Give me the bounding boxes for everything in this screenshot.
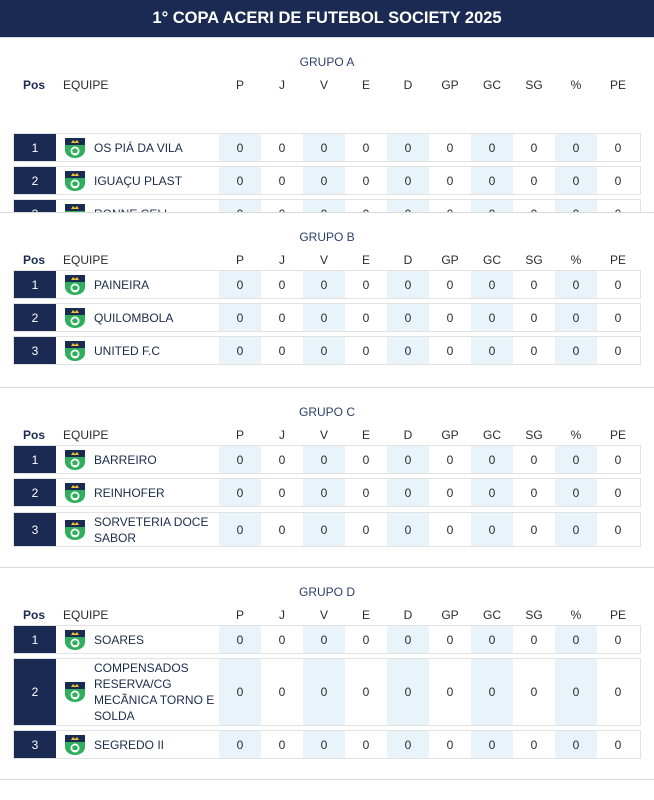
stat-cell: 0 xyxy=(530,310,538,325)
column-header-pos: Pos xyxy=(22,608,45,622)
stat-cell: 0 xyxy=(303,479,345,506)
column-header-stat: GC xyxy=(483,78,501,92)
stat-cell: 0 xyxy=(446,452,454,467)
column-header-stat: GP xyxy=(441,608,459,622)
stat-cell: 0 xyxy=(278,485,286,500)
stat-cell: 0 xyxy=(387,134,429,161)
group-section xyxy=(0,212,654,388)
team-name[interactable]: QUILOMBOLA xyxy=(94,310,174,325)
stat-cell: 0 xyxy=(446,277,454,292)
stat-cell: 0 xyxy=(530,737,538,752)
table-row[interactable] xyxy=(13,270,641,299)
stat-cell: 0 xyxy=(471,167,513,194)
column-header-stat: GP xyxy=(441,428,459,442)
stat-cell: 0 xyxy=(530,522,538,537)
column-header-stat: GP xyxy=(441,78,459,92)
stat-cell: 0 xyxy=(387,337,429,364)
stat-cell: 0 xyxy=(303,134,345,161)
team-name[interactable]: PAINEIRA xyxy=(94,277,150,292)
column-header-stat: P xyxy=(235,608,244,622)
stat-cell: 0 xyxy=(303,304,345,331)
table-row[interactable] xyxy=(13,133,641,162)
stat-cell: 0 xyxy=(362,632,370,647)
stat-cell: 0 xyxy=(362,173,370,188)
team-name[interactable]: COMPENSADOS RESERVA/CG MECÃNICA TORNO E SOLDA xyxy=(94,661,215,723)
team-name[interactable]: OS PIÁ DA VILA xyxy=(94,140,183,155)
team-shield-icon xyxy=(64,170,86,192)
stat-cell: 0 xyxy=(555,337,597,364)
table-header xyxy=(0,78,654,92)
stat-cell: 0 xyxy=(446,632,454,647)
table-row[interactable] xyxy=(13,166,641,195)
group-title: GRUPO A xyxy=(299,55,355,69)
stat-cell: 0 xyxy=(362,277,370,292)
position-badge: 2 xyxy=(14,479,56,506)
column-header-stat: D xyxy=(403,78,413,92)
column-header-pos: Pos xyxy=(22,78,45,92)
team-name[interactable]: UNITED F.C xyxy=(94,343,160,358)
stat-cell: 0 xyxy=(446,522,454,537)
column-header-stat: V xyxy=(319,428,328,442)
stat-cell: 0 xyxy=(362,343,370,358)
position-badge: 1 xyxy=(14,626,56,653)
position-badge: 2 xyxy=(14,659,56,725)
stat-cell: 0 xyxy=(555,626,597,653)
stat-cell: 0 xyxy=(555,659,597,725)
column-header-stat: SG xyxy=(525,78,543,92)
stat-cell: 0 xyxy=(471,626,513,653)
position-badge: 1 xyxy=(14,134,56,161)
position-badge: 3 xyxy=(14,337,56,364)
team-name[interactable]: SEGREDO II xyxy=(94,737,165,752)
stat-cell: 0 xyxy=(614,277,622,292)
column-header-stat: % xyxy=(570,608,582,622)
team-shield-icon xyxy=(64,519,86,541)
stat-cell: 0 xyxy=(555,731,597,758)
stat-cell: 0 xyxy=(278,522,286,537)
stat-cell: 0 xyxy=(362,522,370,537)
stat-cell: 0 xyxy=(219,134,261,161)
team-shield-icon xyxy=(64,681,86,703)
stat-cell: 0 xyxy=(278,632,286,647)
stat-cell: 0 xyxy=(362,452,370,467)
stat-cell: 0 xyxy=(278,310,286,325)
stat-cell: 0 xyxy=(387,167,429,194)
column-header-stat: PE xyxy=(609,428,626,442)
column-header-stat: J xyxy=(279,608,285,622)
stat-cell: 0 xyxy=(614,310,622,325)
group-title: GRUPO B xyxy=(299,230,355,244)
group-section xyxy=(0,37,654,213)
stat-cell: 0 xyxy=(530,452,538,467)
stat-cell: 0 xyxy=(278,140,286,155)
stat-cell: 0 xyxy=(530,140,538,155)
stat-cell: 0 xyxy=(555,167,597,194)
column-header-stat: P xyxy=(235,253,244,267)
table-row[interactable] xyxy=(13,658,641,726)
stat-cell: 0 xyxy=(219,337,261,364)
stat-cell: 0 xyxy=(530,485,538,500)
column-header-stat: E xyxy=(361,78,370,92)
stat-cell: 0 xyxy=(387,626,429,653)
table-row[interactable] xyxy=(13,512,641,547)
stat-cell: 0 xyxy=(362,737,370,752)
stat-cell: 0 xyxy=(614,522,622,537)
stat-cell: 0 xyxy=(614,485,622,500)
table-row[interactable] xyxy=(13,445,641,474)
stat-cell: 0 xyxy=(387,731,429,758)
column-header-stat: PE xyxy=(609,253,626,267)
stat-cell: 0 xyxy=(219,731,261,758)
column-header-stat: % xyxy=(570,78,582,92)
stat-cell: 0 xyxy=(471,513,513,546)
stat-cell: 0 xyxy=(219,513,261,546)
stat-cell: 0 xyxy=(387,271,429,298)
stat-cell: 0 xyxy=(446,685,454,699)
group-section xyxy=(0,387,654,568)
column-header-pos: Pos xyxy=(22,428,45,442)
column-header-stat: P xyxy=(235,428,244,442)
column-header-stat: PE xyxy=(609,78,626,92)
stat-cell: 0 xyxy=(614,737,622,752)
stat-cell: 0 xyxy=(303,626,345,653)
stat-cell: 0 xyxy=(303,271,345,298)
stat-cell: 0 xyxy=(555,446,597,473)
team-shield-icon xyxy=(64,274,86,296)
team-shield-icon xyxy=(64,734,86,756)
column-header-stat: V xyxy=(319,78,328,92)
stat-cell: 0 xyxy=(362,685,370,699)
column-header-team: EQUIPE xyxy=(63,253,109,267)
table-row[interactable] xyxy=(13,336,641,365)
group-title: GRUPO D xyxy=(298,585,355,599)
stat-cell: 0 xyxy=(278,343,286,358)
stat-cell: 0 xyxy=(219,304,261,331)
table-row[interactable] xyxy=(13,730,641,759)
stat-cell: 0 xyxy=(278,452,286,467)
stat-cell: 0 xyxy=(530,632,538,647)
column-header-team: EQUIPE xyxy=(63,608,109,622)
column-header-stat: PE xyxy=(609,608,626,622)
stat-cell: 0 xyxy=(219,659,261,725)
stat-cell: 0 xyxy=(387,446,429,473)
stat-cell: 0 xyxy=(471,134,513,161)
column-header-stat: GC xyxy=(483,608,501,622)
stat-cell: 0 xyxy=(555,271,597,298)
column-header-stat: J xyxy=(279,428,285,442)
position-badge: 2 xyxy=(14,167,56,194)
team-name[interactable]: SOARES xyxy=(94,632,145,647)
stat-cell: 0 xyxy=(614,452,622,467)
stat-cell: 0 xyxy=(471,304,513,331)
stat-cell: 0 xyxy=(303,337,345,364)
stat-cell: 0 xyxy=(446,343,454,358)
team-name[interactable]: SORVETERIA DOCE SABOR xyxy=(94,514,209,545)
stat-cell: 0 xyxy=(362,140,370,155)
team-name[interactable]: REINHOFER xyxy=(94,485,165,500)
team-shield-icon xyxy=(64,340,86,362)
column-header-stat: V xyxy=(319,608,328,622)
team-shield-icon xyxy=(64,137,86,159)
stat-cell: 0 xyxy=(614,343,622,358)
team-shield-icon xyxy=(64,307,86,329)
stat-cell: 0 xyxy=(555,513,597,546)
group-section xyxy=(0,567,654,780)
column-header-stat: E xyxy=(361,608,370,622)
group-title: GRUPO C xyxy=(298,405,355,419)
stat-cell: 0 xyxy=(471,659,513,725)
team-shield-icon xyxy=(64,449,86,471)
column-header-stat: J xyxy=(279,78,285,92)
column-header-stat: E xyxy=(361,428,370,442)
table-row[interactable] xyxy=(13,303,641,332)
stat-cell: 0 xyxy=(530,685,538,699)
stat-cell: 0 xyxy=(219,167,261,194)
stat-cell: 0 xyxy=(614,140,622,155)
stat-cell: 0 xyxy=(471,446,513,473)
stat-cell: 0 xyxy=(278,173,286,188)
stat-cell: 0 xyxy=(555,134,597,161)
column-header-stat: E xyxy=(361,253,370,267)
stat-cell: 0 xyxy=(219,271,261,298)
stat-cell: 0 xyxy=(219,626,261,653)
team-shield-icon xyxy=(64,629,86,651)
position-badge: 2 xyxy=(14,304,56,331)
table-header xyxy=(0,428,654,442)
table-row[interactable] xyxy=(13,478,641,507)
stat-cell: 0 xyxy=(471,479,513,506)
stat-cell: 0 xyxy=(278,277,286,292)
stat-cell: 0 xyxy=(446,173,454,188)
stat-cell: 0 xyxy=(219,446,261,473)
stat-cell: 0 xyxy=(446,140,454,155)
stat-cell: 0 xyxy=(303,167,345,194)
position-badge: 1 xyxy=(14,446,56,473)
column-header-pos: Pos xyxy=(22,253,45,267)
stat-cell: 0 xyxy=(471,337,513,364)
stat-cell: 0 xyxy=(614,173,622,188)
column-header-stat: D xyxy=(403,608,413,622)
stat-cell: 0 xyxy=(446,485,454,500)
column-header-stat: J xyxy=(279,253,285,267)
stat-cell: 0 xyxy=(387,304,429,331)
stat-cell: 0 xyxy=(530,173,538,188)
stat-cell: 0 xyxy=(303,659,345,725)
column-header-stat: SG xyxy=(525,608,543,622)
team-shield-icon xyxy=(64,482,86,504)
position-badge: 1 xyxy=(14,271,56,298)
column-header-team: EQUIPE xyxy=(63,78,109,92)
column-header-stat: GP xyxy=(441,253,459,267)
stat-cell: 0 xyxy=(614,632,622,647)
column-header-stat: SG xyxy=(525,253,543,267)
page-title: 1° COPA ACERI DE FUTEBOL SOCIETY 2025 xyxy=(0,0,654,37)
column-header-stat: GC xyxy=(483,428,501,442)
stat-cell: 0 xyxy=(219,479,261,506)
stat-cell: 0 xyxy=(387,479,429,506)
team-name[interactable]: IGUAÇU PLAST xyxy=(94,173,183,188)
column-header-stat: GC xyxy=(483,253,501,267)
column-header-stat: SG xyxy=(525,428,543,442)
column-header-stat: V xyxy=(319,253,328,267)
column-header-stat: D xyxy=(403,253,413,267)
table-row[interactable] xyxy=(13,625,641,654)
position-badge: 3 xyxy=(14,513,56,546)
column-header-stat: P xyxy=(235,78,244,92)
position-badge: 3 xyxy=(14,731,56,758)
stat-cell: 0 xyxy=(303,446,345,473)
stat-cell: 0 xyxy=(303,731,345,758)
table-header xyxy=(0,253,654,267)
stat-cell: 0 xyxy=(530,277,538,292)
stat-cell: 0 xyxy=(278,685,286,699)
column-header-stat: D xyxy=(403,428,413,442)
column-header-team: EQUIPE xyxy=(63,428,109,442)
stat-cell: 0 xyxy=(362,485,370,500)
column-header-stat: % xyxy=(570,428,582,442)
stat-cell: 0 xyxy=(530,343,538,358)
stat-cell: 0 xyxy=(446,737,454,752)
table-header xyxy=(0,608,654,622)
stat-cell: 0 xyxy=(387,513,429,546)
stat-cell: 0 xyxy=(387,659,429,725)
stat-cell: 0 xyxy=(303,513,345,546)
team-name[interactable]: BARREIRO xyxy=(94,452,157,467)
column-header-stat: % xyxy=(570,253,582,267)
stat-cell: 0 xyxy=(278,737,286,752)
stat-cell: 0 xyxy=(471,731,513,758)
stat-cell: 0 xyxy=(446,310,454,325)
stat-cell: 0 xyxy=(362,310,370,325)
stat-cell: 0 xyxy=(555,479,597,506)
stat-cell: 0 xyxy=(471,271,513,298)
stat-cell: 0 xyxy=(614,685,622,699)
stat-cell: 0 xyxy=(555,304,597,331)
